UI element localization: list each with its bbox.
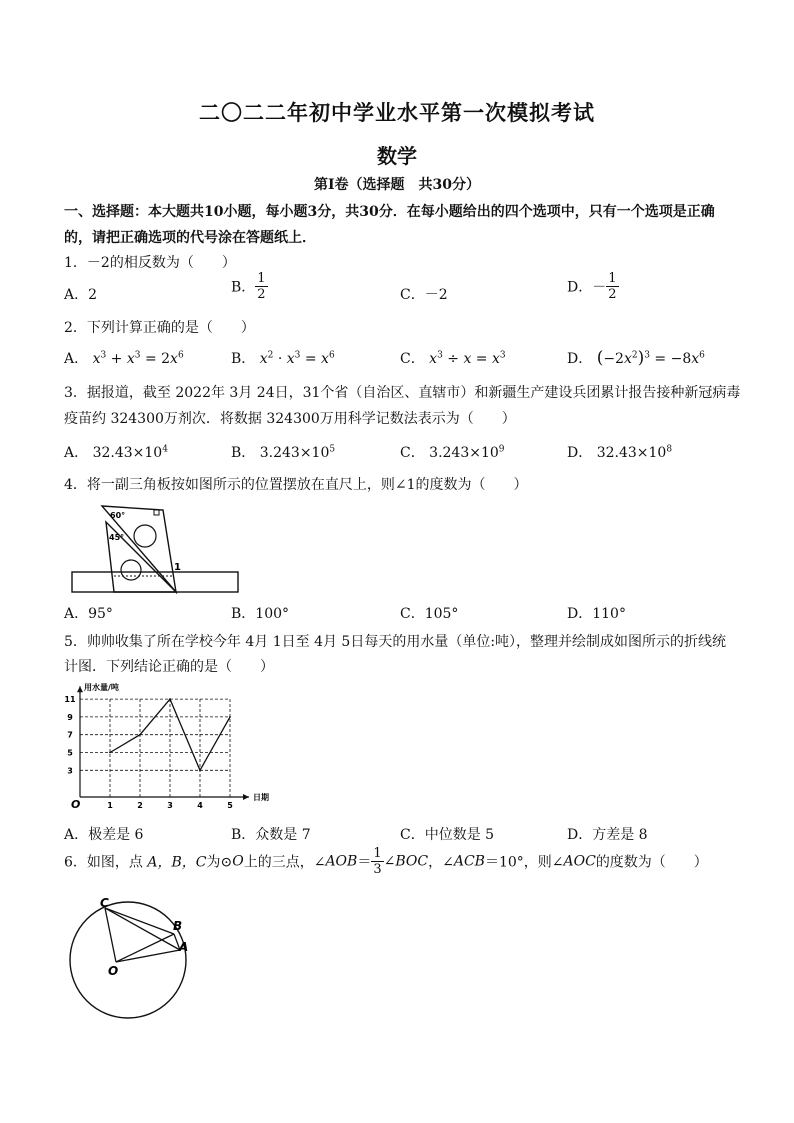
point-b-label: B <box>173 919 183 933</box>
q6-points: A，B，C <box>147 854 207 871</box>
q3-option-d-exp: 8 <box>666 444 673 455</box>
q1-option-c: C．－2 <box>400 287 448 303</box>
subject-title: 数学 <box>377 144 417 168</box>
q5-option-d: D．方差是 8 <box>567 827 648 843</box>
q3-option-b-label: B． <box>231 445 256 461</box>
q3-option-d-label: D． <box>567 445 593 461</box>
q1-option-d <box>567 272 619 301</box>
chart-origin-label: O <box>71 798 81 811</box>
data-point-4 <box>199 769 201 771</box>
q6-text-7: 的度数为（ ） <box>595 854 708 871</box>
q4-stem: 4．将一副三角板按如图所示的位置摆放在直尺上，则∠1的度数为（ ） <box>64 477 528 493</box>
chart-grid <box>80 699 230 797</box>
q6-denominator: 3 <box>373 862 382 877</box>
q5-line2: 计图．下列结论正确的是（ ） <box>64 659 274 675</box>
data-point-1 <box>109 752 111 754</box>
q1-b-numerator: 1 <box>257 271 266 286</box>
x-tick-label-1: 1 <box>107 801 113 810</box>
data-point-2 <box>139 734 141 736</box>
y-tick-label-3: 3 <box>67 766 73 776</box>
point-c-label: C <box>100 896 109 910</box>
q3-line1: 3．据报道，截至 2022年 3月 24日，31个省（自治区、直辖市）和新疆生产建设兵团累计报告接种新冠病毒 <box>64 385 741 401</box>
angle-60-label: 60° <box>110 511 126 520</box>
point-o-label: O <box>108 964 119 978</box>
triangle-hole-upper <box>134 525 156 547</box>
q6-angle-aob: AOB <box>325 853 358 870</box>
segment-oc <box>105 908 116 962</box>
x-tick-label-3: 3 <box>167 801 173 810</box>
q6-numerator: 1 <box>373 846 382 861</box>
q3-option-a-base: 32.43×10 <box>92 445 163 461</box>
y-tick-label-9: 9 <box>67 712 73 722</box>
q3-option-a-exp: 4 <box>162 444 168 455</box>
q3-option-b-base: 3.243×10 <box>259 445 330 461</box>
q6-text-2: 为⊙ <box>206 854 233 871</box>
q5-line-chart <box>60 682 269 811</box>
q3-option-a <box>64 442 168 462</box>
q6-angle-aoc: AOC <box>563 853 596 870</box>
q6-text-5: ，∠ <box>428 854 454 871</box>
q3-option-c-exp: 9 <box>498 444 505 455</box>
q2-option-d: D． $(-2x^2)^3 = -8x^6$ <box>567 348 705 368</box>
q6-text-6: ＝10°，则∠ <box>484 854 564 871</box>
q2-option-c: C． $x^3 \div x = x^3$ <box>400 350 506 367</box>
x-tick-label-2: 2 <box>137 801 143 810</box>
q3-option-c <box>400 442 505 462</box>
q6-angle-acb: ACB <box>453 853 485 870</box>
x-tick-label-5: 5 <box>227 801 233 810</box>
q2-option-a-label: A． <box>64 351 89 367</box>
q4-option-c: C．105° <box>400 606 459 622</box>
data-point-5 <box>229 716 231 718</box>
triangle-hole-lower <box>121 560 141 580</box>
ruler-shape <box>72 572 238 592</box>
segment-cb <box>105 908 174 934</box>
q2-option-b: B． $x^2 \cdot x^3 = x^6$ <box>231 350 335 367</box>
q6-fraction <box>371 847 383 876</box>
q2-option-d-label: D． <box>567 351 593 367</box>
segment-ob <box>116 934 174 962</box>
q6-eq: ＝ <box>357 854 372 871</box>
q2-option-c-label: C． <box>400 351 425 367</box>
q1-option-a: A．2 <box>64 287 98 303</box>
q1-d-numerator: 1 <box>608 271 617 286</box>
q4-option-b: B．100° <box>231 606 290 622</box>
y-axis-arrow <box>77 686 83 692</box>
y-tick-label-5: 5 <box>67 748 73 758</box>
exam-title: 二〇二二年初中学业水平第一次模拟考试 <box>199 100 595 125</box>
q6-text-3: 上的三点，∠ <box>243 854 326 871</box>
x-axis-arrow <box>243 794 249 800</box>
angle-45-label: 45° <box>109 533 125 542</box>
q3-option-c-base: 3.243×10 <box>429 445 499 461</box>
q6-angle-boc: BOC <box>395 853 429 870</box>
data-point-3 <box>169 698 171 700</box>
q4-figure-triangles-ruler <box>68 500 243 596</box>
q5-option-a: A．极差是 6 <box>64 827 144 843</box>
section-instructions-line1: 一、选择题：本大题共10小题，每小题3分，共30分．在每小题给出的四个选项中，只有一个选项是正确 <box>64 204 715 220</box>
q1-stem: 1．－2的相反数为（ ） <box>64 255 236 271</box>
q3-option-a-label: A． <box>64 445 89 461</box>
q1-option-b-label: B． <box>231 279 256 296</box>
q1-option-b-fraction <box>255 272 267 301</box>
q3-option-b <box>231 442 335 462</box>
q3-option-d-base: 32.43×10 <box>596 445 667 461</box>
q3-option-b-exp: 5 <box>329 444 336 455</box>
q1-b-denominator: 2 <box>257 287 266 302</box>
q2-option-b-label: B． <box>231 351 256 367</box>
y-tick-label-11: 11 <box>64 695 76 705</box>
section-instructions-line2: 的，请把正确选项的代号涂在答题纸上． <box>64 230 316 246</box>
q1-option-d-label: D．－ <box>567 279 607 296</box>
q6-text-1: 6．如图，点 <box>64 854 148 871</box>
q5-line1: 5．帅帅收集了所在学校今年 4月 1日至 4月 5日每天的用水量（单位:吨），整理并绘制成如图所示的折线统 <box>64 634 727 650</box>
q3-line2: 疫苗约 324300万剂次．将数据 324300万用科学记数法表示为（ ） <box>64 411 516 427</box>
chart-y-axis-label: 用水量/吨 <box>84 683 119 693</box>
q5-option-b: B．众数是 7 <box>231 827 311 843</box>
q6-figure-circle <box>60 890 210 1030</box>
q6-text-4: ∠ <box>383 853 396 870</box>
x-tick-label-4: 4 <box>197 801 203 810</box>
q6-stem <box>64 847 708 876</box>
q1-option-d-fraction <box>606 272 618 301</box>
angle-1-label: 1 <box>174 562 181 573</box>
y-tick-label-7: 7 <box>67 730 73 740</box>
q4-option-a: A．95° <box>64 606 113 622</box>
volume-title: 第Ⅰ卷（选择题 共30分） <box>313 177 481 193</box>
right-angle-mark <box>154 510 159 515</box>
segment-oa <box>116 950 180 962</box>
q2-stem: 2．下列计算正确的是（ ） <box>64 320 255 336</box>
q5-option-c: C．中位数是 5 <box>400 827 495 843</box>
chart-x-axis-label: 日期 <box>253 793 269 802</box>
q6-circle-o: O <box>232 853 244 870</box>
q3-option-c-label: C． <box>400 445 425 461</box>
q1-option-b <box>231 272 268 301</box>
point-a-label: A <box>179 940 189 954</box>
q3-option-d <box>567 442 672 462</box>
q1-d-denominator: 2 <box>608 287 617 302</box>
segment-ca <box>105 908 183 950</box>
q2-option-a: A． $x^3 + x^3 = 2x^6$ <box>64 350 184 367</box>
q4-option-d: D．110° <box>567 606 626 622</box>
chart-axes <box>77 686 249 800</box>
